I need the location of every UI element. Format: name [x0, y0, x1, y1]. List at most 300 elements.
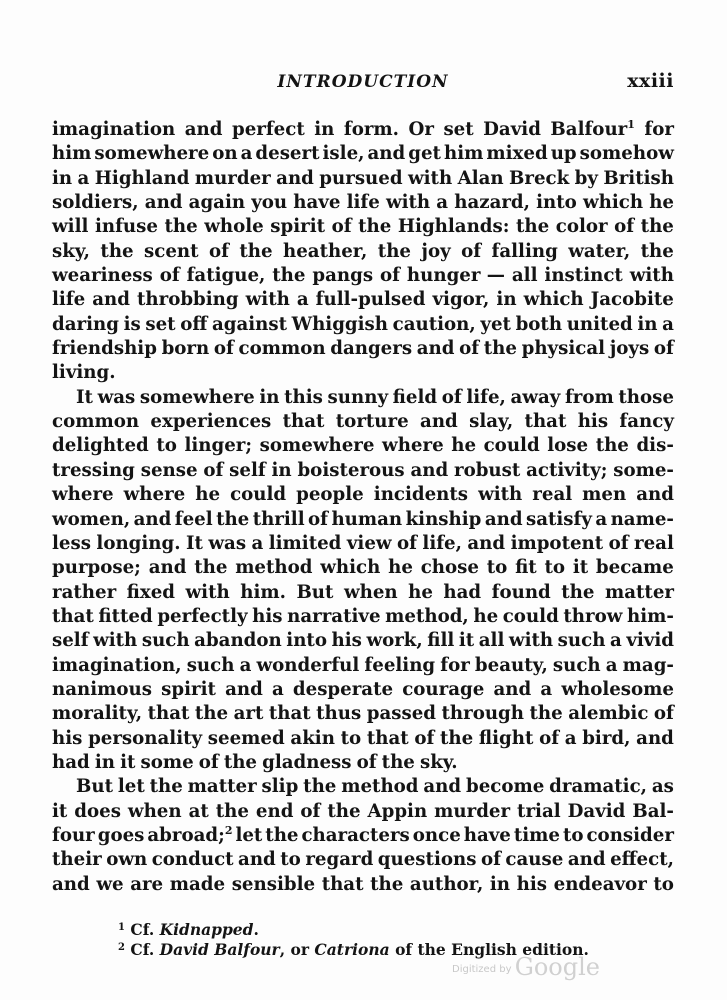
word: of: [441, 386, 462, 408]
word: impotent: [510, 532, 604, 554]
word: human: [331, 508, 403, 530]
word: dis-: [636, 435, 674, 457]
word: sense: [140, 459, 198, 481]
word: personality: [88, 727, 203, 749]
word: with: [407, 167, 453, 189]
word: the: [194, 557, 228, 579]
word: hunger —: [406, 265, 505, 287]
word: Balfour$^1$: [550, 118, 635, 140]
word: cause: [505, 849, 564, 871]
digitized-watermark: [452, 953, 600, 981]
word: name-: [610, 508, 674, 530]
text-line: [52, 361, 674, 385]
text-line: [52, 556, 674, 580]
word: into: [536, 192, 577, 214]
word: author,: [409, 873, 484, 895]
word: found: [491, 581, 551, 603]
word: the: [516, 216, 550, 238]
word: it: [120, 751, 136, 773]
word: spirit: [161, 678, 216, 700]
word: with: [185, 581, 230, 603]
word: imagination,: [52, 654, 182, 676]
word: with: [385, 192, 431, 214]
word: fit: [515, 557, 537, 579]
word: of: [300, 800, 321, 822]
word: of: [459, 338, 480, 360]
paragraph: [52, 775, 674, 897]
word: scent: [144, 240, 199, 262]
word: Appin: [367, 800, 428, 822]
word: it: [572, 557, 589, 579]
word: activity;: [526, 459, 608, 481]
word: a: [609, 630, 622, 652]
word: the: [483, 338, 517, 360]
word: life: [52, 289, 86, 311]
word: method: [235, 557, 313, 579]
footnote-mark: 1: [118, 922, 125, 933]
word: united: [566, 313, 633, 335]
word: somewhere: [94, 143, 210, 165]
word: in: [489, 873, 511, 895]
word: and: [420, 411, 458, 433]
word: the: [377, 240, 411, 262]
word: full-pulsed: [315, 289, 426, 311]
word: some: [140, 751, 194, 773]
word: it: [458, 630, 475, 652]
word: courage: [402, 678, 485, 700]
word: had: [443, 581, 482, 603]
text-line: [52, 605, 674, 629]
word: and: [52, 873, 90, 895]
word: through: [441, 703, 525, 725]
word: it: [52, 800, 68, 822]
word: of: [539, 727, 560, 749]
word: the: [640, 216, 674, 238]
word: of: [614, 216, 635, 238]
word: in: [314, 119, 335, 140]
text-line: [52, 629, 674, 653]
word: somewhere: [259, 435, 375, 457]
footnote-mark: 2: [118, 942, 125, 953]
word: and: [467, 532, 506, 554]
word: spirit: [270, 216, 326, 238]
word: throw: [563, 605, 623, 627]
word: thrill: [252, 508, 305, 530]
word: the: [239, 240, 273, 262]
word: that: [268, 703, 311, 725]
word: David: [567, 800, 626, 822]
word: where: [52, 484, 114, 506]
word: weariness: [52, 265, 153, 287]
word: But: [76, 776, 113, 798]
word: men: [582, 484, 627, 506]
word: a: [296, 289, 309, 311]
word: his: [252, 605, 283, 627]
word: morality,: [52, 703, 143, 725]
word: for: [644, 119, 674, 140]
word: a: [77, 167, 90, 189]
word: for: [440, 654, 470, 676]
word: life,: [422, 532, 462, 554]
word: where: [382, 435, 444, 457]
word: and: [636, 727, 674, 749]
word: such: [141, 630, 190, 652]
word: David: [483, 119, 541, 140]
word: time: [513, 824, 560, 846]
word: and: [567, 849, 606, 871]
word: and: [225, 678, 263, 700]
text-line: [52, 386, 674, 410]
text-line: [52, 532, 674, 556]
word: consider: [586, 824, 674, 846]
word: women,: [52, 508, 131, 530]
word: desert: [255, 143, 320, 165]
word: and: [423, 776, 462, 798]
word: to: [544, 557, 566, 579]
word: was: [208, 532, 247, 554]
word: perfectly: [157, 605, 248, 627]
word: abandon: [194, 630, 282, 652]
word: of: [308, 508, 329, 530]
word: endeavor: [553, 873, 647, 895]
word: into: [286, 630, 327, 652]
word: chose: [420, 557, 479, 579]
word: incidents: [373, 484, 469, 506]
footnote-title: David Balfour: [159, 940, 280, 959]
word: a: [271, 678, 284, 700]
word: his: [52, 727, 83, 749]
word: of: [331, 216, 352, 238]
word: trial: [517, 800, 561, 822]
word: could: [230, 484, 287, 506]
word: in: [259, 386, 280, 408]
word: that: [366, 727, 409, 749]
text-line: [52, 800, 674, 824]
word: some-: [613, 459, 674, 481]
word: vigor,: [432, 289, 490, 311]
word: him.: [240, 581, 286, 603]
word: which: [320, 557, 381, 579]
word: get: [408, 143, 441, 165]
word: wholesome: [561, 678, 674, 700]
word: the: [561, 581, 595, 603]
word: a: [662, 313, 674, 335]
word: the: [194, 703, 229, 725]
word: boisterous: [297, 459, 405, 481]
text-line: [52, 118, 674, 142]
word: self: [229, 459, 266, 481]
word: and: [367, 143, 406, 165]
word: the: [640, 240, 674, 262]
word: isle,: [322, 143, 365, 165]
word: passed: [366, 703, 437, 725]
word: torture: [335, 411, 409, 433]
text-line: [52, 727, 674, 751]
word: when: [343, 581, 398, 603]
word: this: [284, 386, 323, 408]
word: in: [94, 751, 115, 773]
word: daring: [52, 313, 119, 335]
word: It: [76, 386, 93, 408]
word: in: [637, 313, 658, 335]
word: beauty,: [474, 654, 548, 676]
word: sky,: [52, 240, 90, 262]
word: infuse: [94, 216, 158, 238]
word: effect,: [610, 849, 674, 871]
word: is: [123, 313, 141, 335]
word: that: [52, 605, 94, 627]
word: to: [280, 849, 301, 871]
word: and: [92, 289, 130, 311]
word: in: [271, 459, 292, 481]
word: satisfy: [525, 508, 592, 530]
word: with: [93, 630, 138, 652]
word: a: [564, 727, 577, 749]
word: the: [100, 240, 134, 262]
word: limited: [268, 532, 342, 554]
word: let: [235, 824, 263, 846]
word: lose: [547, 435, 589, 457]
word: sensible: [231, 873, 316, 895]
word: the: [358, 216, 392, 238]
running-head-title: INTRODUCTION: [277, 72, 449, 92]
word: real: [634, 532, 674, 554]
word: the: [370, 873, 404, 895]
word: matter: [187, 776, 257, 798]
word: imagination: [52, 119, 176, 140]
word: the: [215, 800, 249, 822]
word: friendship: [52, 338, 157, 360]
word: the: [265, 824, 299, 846]
word: It: [186, 532, 203, 554]
word: caution,: [392, 313, 476, 335]
word: their: [52, 849, 102, 871]
word: less: [52, 532, 91, 554]
footnote-prefix: Cf.: [130, 920, 160, 939]
text-line: [52, 654, 674, 678]
word: fixed: [126, 581, 176, 603]
word: set: [145, 313, 176, 335]
word: him-: [626, 605, 674, 627]
word: such: [552, 654, 601, 676]
word: a: [239, 654, 252, 676]
word: with: [629, 265, 674, 287]
word: of: [159, 265, 180, 287]
word: thus: [316, 703, 362, 725]
word: the: [440, 727, 474, 749]
word: at: [188, 800, 209, 822]
word: again: [188, 192, 246, 214]
word: field: [392, 386, 438, 408]
word: and: [276, 167, 314, 189]
word: living.: [52, 362, 116, 384]
word: that: [282, 411, 325, 433]
word: which: [582, 192, 644, 214]
word: the: [164, 216, 198, 238]
word: yet: [480, 313, 511, 335]
page-number: xxiii: [627, 70, 674, 92]
text-line: [52, 459, 674, 483]
word: and: [636, 484, 674, 506]
word: art: [233, 703, 264, 725]
word: and: [416, 338, 455, 360]
word: dangers: [330, 338, 413, 360]
word: whole: [204, 216, 264, 238]
word: work,: [366, 630, 423, 652]
word: murder: [434, 800, 511, 822]
word: could: [483, 435, 540, 457]
word: of: [461, 240, 482, 262]
footnote-reference: 2: [224, 823, 233, 837]
word: regard: [305, 849, 374, 871]
word: of: [356, 751, 377, 773]
word: Jacobite: [590, 289, 674, 311]
word: he: [408, 581, 433, 603]
word: throbbing: [136, 289, 239, 311]
text-line: [52, 240, 674, 264]
word: pangs: [312, 265, 374, 287]
word: of: [653, 338, 674, 360]
word: method,: [385, 605, 469, 627]
word: fitted: [98, 605, 153, 627]
word: pursued: [319, 167, 403, 189]
word: him: [443, 143, 484, 165]
word: tressing: [52, 459, 135, 481]
word: when: [127, 800, 182, 822]
word: we: [96, 873, 124, 895]
word: joy: [421, 240, 451, 262]
word: away: [510, 386, 561, 408]
text-line: [52, 848, 674, 872]
word: could: [502, 605, 559, 627]
word: and: [133, 508, 172, 530]
word: instinct: [544, 265, 623, 287]
word: had: [52, 751, 90, 773]
word: the: [223, 751, 258, 773]
word: let: [117, 776, 145, 798]
text-line: [52, 508, 674, 532]
word: to: [340, 727, 362, 749]
word: his: [577, 411, 609, 433]
word: feeling: [364, 654, 436, 676]
word: both: [515, 313, 563, 335]
text-line: [52, 775, 674, 799]
word: falling: [491, 240, 558, 262]
word: such: [186, 654, 235, 676]
word: British: [603, 167, 674, 189]
footnote-reference: 1: [627, 118, 635, 131]
word: of: [653, 703, 674, 725]
word: abroad;$^2$: [147, 823, 233, 846]
word: become: [465, 776, 545, 798]
word: narrative: [287, 605, 381, 627]
text-line: [52, 264, 674, 288]
word: to: [653, 873, 674, 895]
word: the: [381, 751, 415, 773]
word: four: [52, 824, 95, 846]
word: own: [106, 849, 148, 871]
word: self: [52, 630, 89, 652]
word: slay,: [469, 411, 514, 433]
word: his: [331, 630, 362, 652]
word: and: [410, 459, 449, 481]
word: water,: [568, 240, 631, 262]
body-text: [52, 118, 674, 897]
footnote-suffix: of the English edition.: [389, 940, 589, 959]
word: which: [523, 289, 584, 311]
word: mag-: [622, 654, 674, 676]
word: he: [451, 435, 477, 457]
word: to: [562, 824, 584, 846]
word: heather,: [283, 240, 368, 262]
text-line: [52, 142, 674, 166]
word: the: [149, 776, 183, 798]
footnote-prefix: Cf.: [130, 940, 160, 959]
word: fatigue,: [186, 265, 266, 287]
word: sky.: [419, 751, 458, 773]
word: a: [436, 192, 449, 214]
word: you: [251, 192, 288, 214]
word: and: [184, 119, 223, 140]
word: somewhere: [139, 386, 255, 408]
footnote-suffix: .: [253, 920, 259, 939]
word: does: [74, 800, 121, 822]
word: bird,: [582, 727, 631, 749]
word: such: [557, 630, 606, 652]
text-line: [52, 483, 674, 507]
word: murder: [194, 167, 271, 189]
word: alembic: [568, 703, 649, 725]
word: the: [216, 508, 250, 530]
word: color: [555, 216, 608, 238]
word: as: [651, 776, 674, 798]
word: of: [480, 849, 501, 871]
word: feel: [174, 508, 213, 530]
word: soldiers,: [52, 192, 139, 214]
word: on: [212, 143, 238, 165]
word: that: [147, 703, 190, 725]
text-line: [52, 434, 674, 458]
text-line: [52, 215, 674, 239]
word: the: [529, 703, 563, 725]
text-line: [52, 702, 674, 726]
word: kinship: [405, 508, 482, 530]
word: made: [169, 873, 226, 895]
word: in: [52, 167, 73, 189]
word: of: [414, 727, 435, 749]
word: him: [52, 143, 92, 165]
word: where: [123, 484, 186, 506]
word: Alan: [457, 167, 504, 189]
word: longing.: [96, 532, 181, 554]
word: the: [272, 265, 306, 287]
word: off: [180, 313, 208, 335]
text-line: [52, 678, 674, 702]
word: slip: [261, 776, 299, 798]
word: Whiggish: [291, 313, 389, 335]
text-line: [52, 337, 674, 361]
word: all: [511, 265, 538, 287]
word: have: [463, 824, 511, 846]
running-head: [52, 68, 674, 96]
word: desperate: [292, 678, 394, 700]
word: Breck: [509, 167, 570, 189]
word: all: [478, 630, 505, 652]
word: of: [608, 532, 629, 554]
word: mixed: [486, 143, 548, 165]
word: experiences: [150, 411, 272, 433]
word: of: [213, 338, 234, 360]
